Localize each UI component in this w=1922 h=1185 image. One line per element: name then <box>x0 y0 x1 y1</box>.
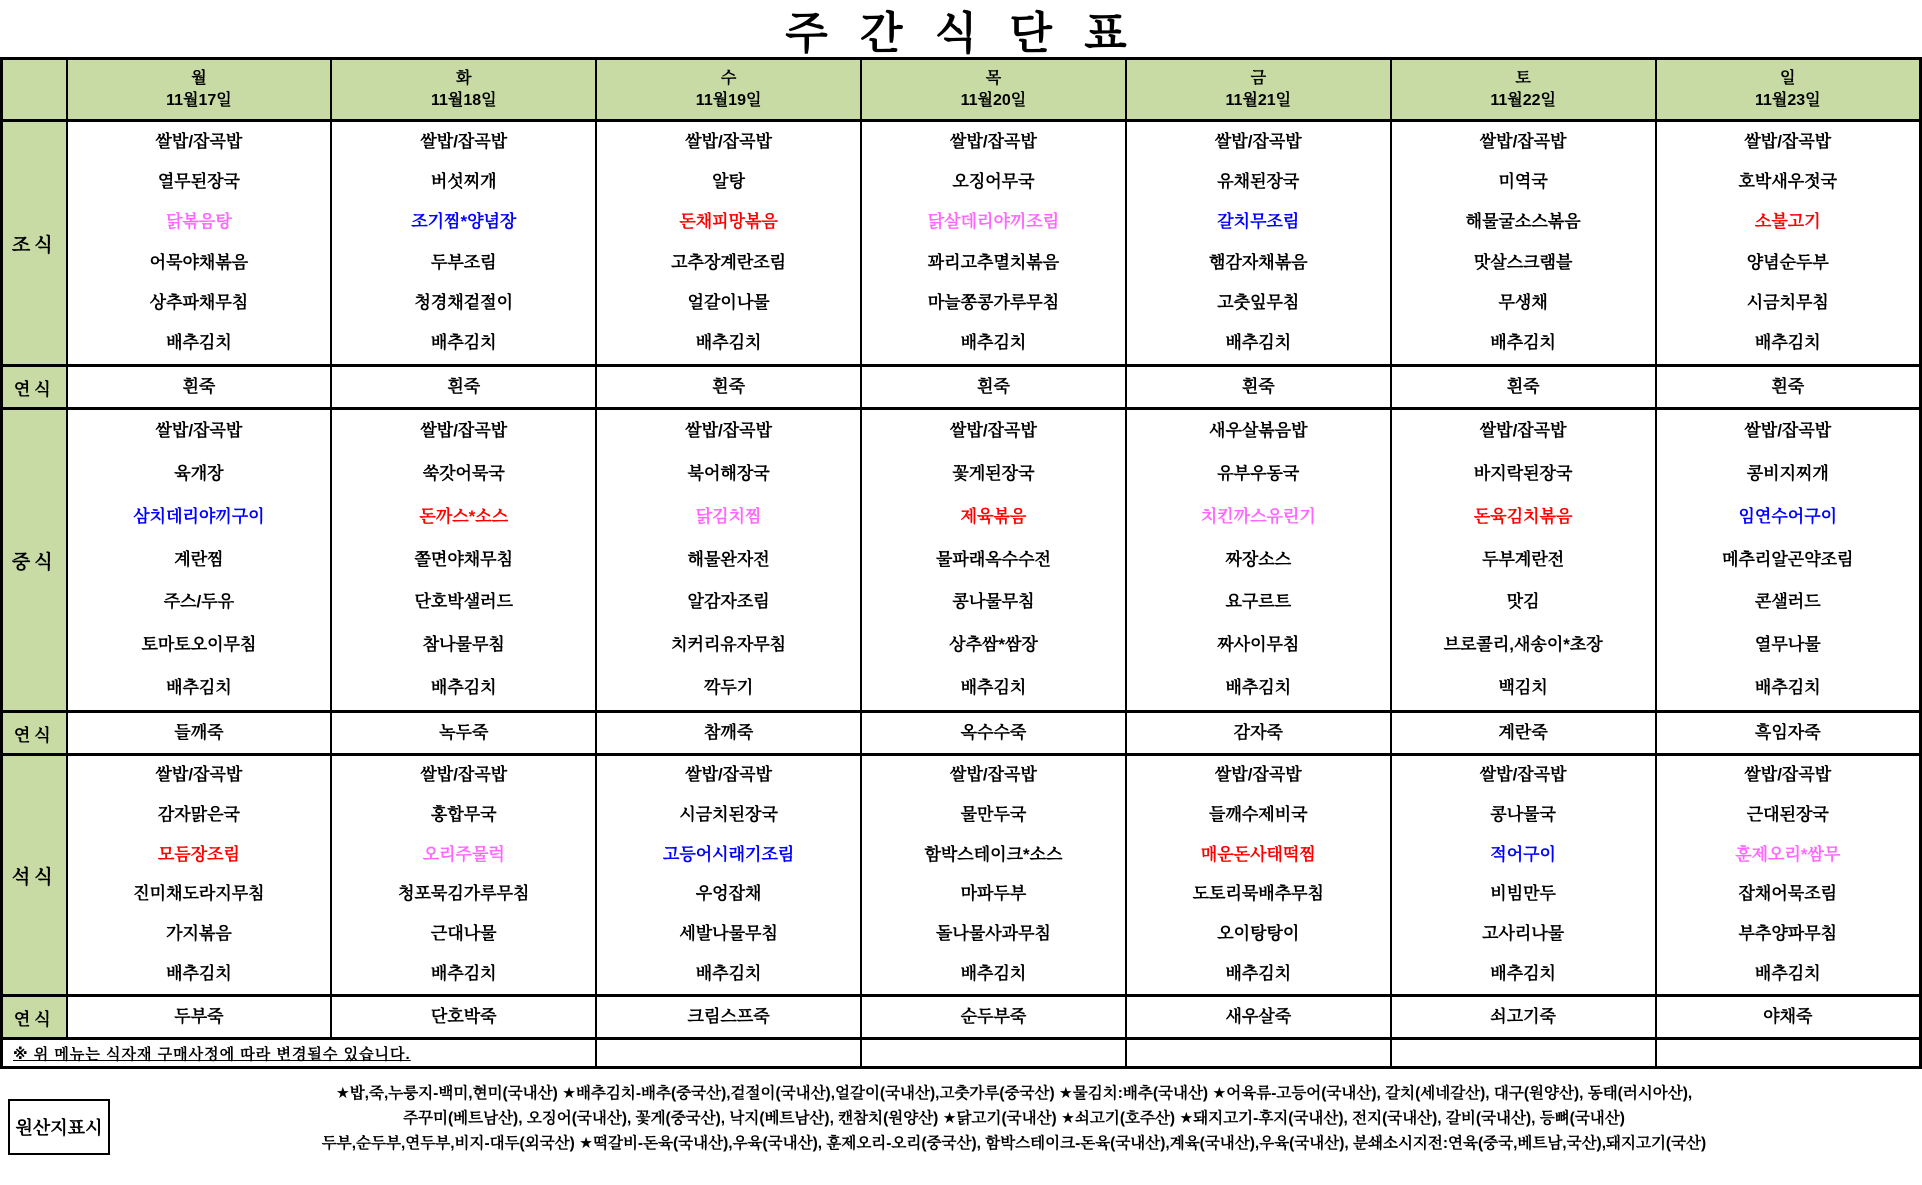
menu-item: 유채된장국 <box>1217 172 1300 192</box>
menu-item: 근대된장국 <box>1746 805 1829 825</box>
porridge-item: 흰죽 <box>1241 376 1275 396</box>
porridge-item: 쇠고기죽 <box>1490 1006 1556 1026</box>
day-name: 목 <box>985 70 1002 88</box>
menu-item: 콘샐러드 <box>1754 592 1821 612</box>
menu-item: 햄감자채볶음 <box>1209 252 1308 272</box>
menu-item: 쌀밥/잡곡밥 <box>950 765 1037 785</box>
menu-item: 물만두국 <box>960 805 1027 825</box>
porridge-item: 흰죽 <box>447 376 481 396</box>
porridge-item: 새우살죽 <box>1225 1006 1292 1026</box>
porridge-item: 흰죽 <box>977 376 1010 396</box>
menu-item: 배추김치 <box>695 963 762 983</box>
day-header-7 <box>1656 59 1921 121</box>
menu-item: 들깨수제비국 <box>1209 805 1308 825</box>
lunch-stack <box>1657 410 1919 710</box>
menu-item: 요구르트 <box>1225 592 1292 612</box>
empty-cell <box>861 1039 1126 1068</box>
menu-item: 쌀밥/잡곡밥 <box>685 421 773 441</box>
menu-item: 닭볶음탕 <box>166 212 232 232</box>
menu-item: 맛살스크램블 <box>1473 252 1573 272</box>
breakfast-stack <box>1657 122 1919 364</box>
day-date: 11월18일 <box>430 92 497 110</box>
soft-dinner-cell-day-4 <box>861 996 1126 1039</box>
menu-item: 쌀밥/잡곡밥 <box>1214 131 1302 151</box>
day-name: 월 <box>191 70 207 88</box>
porridge-item: 참깨죽 <box>703 722 754 742</box>
dinner-stack <box>1392 756 1655 994</box>
note-row <box>2 1039 1921 1068</box>
porridge-item: 두부죽 <box>174 1006 224 1026</box>
menu-item: 우엉잡채 <box>695 884 762 904</box>
soft-dinner-cell-day-7 <box>1656 996 1921 1039</box>
menu-item: 부추양파무침 <box>1738 924 1838 944</box>
soft-dinner-cell-day-2 <box>331 996 596 1039</box>
menu-item: 육개장 <box>174 463 224 483</box>
menu-item: 두부계란전 <box>1482 549 1565 569</box>
dinner-cell-day-6 <box>1391 755 1656 996</box>
menu-item: 쌀밥/잡곡밥 <box>155 421 243 441</box>
menu-item: 물파래옥수수전 <box>935 549 1051 569</box>
breakfast-stack <box>68 122 331 364</box>
menu-item: 무생채 <box>1498 293 1548 313</box>
origin-label-box <box>8 1099 110 1155</box>
menu-item: 쌀밥/잡곡밥 <box>685 765 773 785</box>
menu-item: 돌나물사과무침 <box>935 924 1051 944</box>
dinner-stack <box>597 756 860 994</box>
menu-item: 오징어무국 <box>952 172 1035 192</box>
menu-item: 계란찜 <box>174 549 224 569</box>
lunch-cell-day-6 <box>1391 409 1656 712</box>
day-header-2 <box>331 59 596 121</box>
menu-item: 시금치된장국 <box>679 805 778 825</box>
lunch-cell-day-4 <box>861 409 1126 712</box>
menu-item: 쌀밥/잡곡밥 <box>950 131 1037 151</box>
menu-item: 쌀밥/잡곡밥 <box>685 131 773 151</box>
menu-item: 백김치 <box>1498 678 1548 698</box>
menu-item: 닭김치찜 <box>695 506 762 526</box>
porridge-item: 들깨죽 <box>174 722 224 742</box>
day-date: 11월17일 <box>166 92 232 110</box>
menu-item: 깍두기 <box>703 678 754 698</box>
title-bar <box>0 0 1922 57</box>
menu-item: 비빔만두 <box>1490 884 1556 904</box>
menu-item: 근대나물 <box>430 924 497 944</box>
dinner-cell-day-2 <box>331 755 596 996</box>
soft-breakfast-cell-day-2 <box>331 366 596 409</box>
row-label-breakfast: 조식 <box>2 121 67 366</box>
menu-item: 참나물무침 <box>422 635 505 655</box>
menu-item: 마파두부 <box>960 884 1027 904</box>
menu-item: 버섯찌개 <box>430 172 497 192</box>
origin-line-3: 두부,순두부,연두부,비지-대두(외국산) ★떡갈비-돈육(국내산),우육(국내산), 훈제오리-오리(중국산), 함박스테이크-돈육(국내산),계육(국내산),우육(국내산), 분쇄소시지전:연육(중국,베트남,국산),돼지고기(국산) <box>321 1135 1707 1152</box>
soft-breakfast-cell-day-3 <box>596 366 861 409</box>
soft-lunch-row <box>2 712 1921 755</box>
menu-item: 함박스테이크*소스 <box>924 844 1063 864</box>
menu-item: 배추김치 <box>1225 678 1292 698</box>
menu-item: 브로콜리,새송이*초장 <box>1443 635 1603 655</box>
menu-item: 쫄면야채무침 <box>414 549 514 569</box>
dinner-row <box>2 755 1921 996</box>
menu-item: 홍합무국 <box>430 805 497 825</box>
breakfast-cell-day-1 <box>67 121 332 366</box>
porridge-item: 순두부죽 <box>960 1006 1027 1026</box>
lunch-cell-day-1 <box>67 409 332 712</box>
breakfast-cell-day-6 <box>1391 121 1656 366</box>
menu-item: 배추김치 <box>1225 333 1292 353</box>
menu-item: 꽃게된장국 <box>952 463 1035 483</box>
row-label-soft-lunch: 연식 <box>2 712 67 755</box>
day-date: 11월19일 <box>695 92 762 110</box>
origin-line-1: ★밥,죽,누룽지-백미,현미(국내산) ★배추김치-배추(중국산),겉절이(국내산),얼갈이(국내산),고춧가루(중국산) ★물김치:배추(국내산) ★어육류-고등어(국내산), 갈치(세네갈산), 대구(원양산), 동태(러시아산), <box>335 1085 1693 1102</box>
menu-item: 청포묵김가루무침 <box>398 884 530 904</box>
menu-item: 해물굴소스볶음 <box>1465 212 1581 232</box>
dinner-cell-day-4 <box>861 755 1126 996</box>
porridge-item: 흰죽 <box>1506 376 1540 396</box>
porridge-item: 흰죽 <box>182 376 216 396</box>
day-date: 11월22일 <box>1490 92 1556 110</box>
day-name: 수 <box>720 70 737 88</box>
day-header-5 <box>1126 59 1391 121</box>
menu-item: 쌀밥/잡곡밥 <box>1744 765 1832 785</box>
menu-item: 새우살볶음밥 <box>1209 421 1308 441</box>
menu-item: 쌀밥/잡곡밥 <box>420 765 508 785</box>
breakfast-stack <box>862 122 1125 364</box>
menu-item: 배추김치 <box>1754 333 1821 353</box>
row-label-soft-breakfast: 연식 <box>2 366 67 409</box>
menu-item: 쌀밥/잡곡밥 <box>420 131 508 151</box>
menu-item: 맛김 <box>1506 592 1540 612</box>
lunch-stack <box>862 410 1125 710</box>
menu-item: 임연수어구이 <box>1738 506 1838 526</box>
menu-item: 배추김치 <box>430 678 497 698</box>
dinner-stack <box>1657 756 1919 994</box>
dinner-stack <box>862 756 1125 994</box>
menu-item: 미역국 <box>1498 172 1548 192</box>
soft-breakfast-cell-day-7 <box>1656 366 1921 409</box>
day-header-1 <box>67 59 332 121</box>
menu-item: 배추김치 <box>1754 963 1821 983</box>
menu-item: 콩나물국 <box>1490 805 1556 825</box>
breakfast-stack <box>597 122 860 364</box>
empty-cell <box>1126 1039 1391 1068</box>
soft-lunch-cell-day-6 <box>1391 712 1656 755</box>
menu-item: 단호박샐러드 <box>414 592 514 612</box>
breakfast-cell-day-4 <box>861 121 1126 366</box>
lunch-cell-day-2 <box>331 409 596 712</box>
origin-label: 원산지표시 <box>15 1118 103 1138</box>
row-label-dinner: 석식 <box>2 755 67 996</box>
menu-item: 잡채어묵조림 <box>1738 884 1838 904</box>
menu-item: 쌀밥/잡곡밥 <box>1744 131 1832 151</box>
menu-item: 배추김치 <box>1490 963 1556 983</box>
menu-item: 적어구이 <box>1490 844 1556 864</box>
menu-item: 쌀밥/잡곡밥 <box>1479 131 1567 151</box>
menu-change-note: ※ 위 메뉴는 식자재 구매사정에 따라 변경될수 있습니다. <box>13 1045 411 1063</box>
menu-item: 북어해장국 <box>687 463 770 483</box>
origin-info-section <box>0 1069 1922 1181</box>
lunch-stack <box>1392 410 1655 710</box>
day-header-4 <box>861 59 1126 121</box>
note-cell <box>2 1039 597 1068</box>
menu-item: 고등어시래기조림 <box>662 844 795 864</box>
empty-cell <box>1391 1039 1656 1068</box>
origin-line-2: 주꾸미(베트남산), 오징어(국내산), 꽃게(중국산), 낙지(베트남산), 캔참치(원양산) ★닭고기(국내산) ★쇠고기(호주산) ★돼지고기-후지(국내산), 전지(국내산), 갈비(국내산), 등뼈(국내산) <box>403 1110 1625 1127</box>
dinner-cell-day-7 <box>1656 755 1921 996</box>
soft-lunch-cell-day-2 <box>331 712 596 755</box>
menu-item: 알감자조림 <box>687 592 770 612</box>
menu-item: 콩나물무침 <box>952 592 1035 612</box>
day-name: 일 <box>1780 70 1796 88</box>
menu-item: 꽈리고추멸치볶음 <box>927 252 1060 272</box>
breakfast-row <box>2 121 1921 366</box>
menu-item: 돈까스*소스 <box>419 506 509 526</box>
menu-item: 열무된장국 <box>157 172 240 192</box>
menu-item: 배추김치 <box>960 333 1027 353</box>
soft-breakfast-cell-day-4 <box>861 366 1126 409</box>
menu-item: 청경채겉절이 <box>414 293 514 313</box>
origin-lines <box>0 1081 1922 1156</box>
menu-item: 치킨까스유린기 <box>1200 506 1316 526</box>
empty-cell <box>596 1039 861 1068</box>
menu-item: 쌀밥/잡곡밥 <box>420 421 508 441</box>
menu-item: 제육볶음 <box>960 506 1027 526</box>
menu-item: 배추김치 <box>1754 678 1821 698</box>
porridge-item: 크림스프죽 <box>687 1006 770 1026</box>
soft-dinner-cell-day-5 <box>1126 996 1391 1039</box>
lunch-stack <box>1127 410 1390 710</box>
menu-item: 쌀밥/잡곡밥 <box>1479 421 1567 441</box>
menu-item: 토마토오이무침 <box>141 635 257 655</box>
menu-item: 고사리나물 <box>1482 924 1565 944</box>
porridge-item: 단호박죽 <box>430 1006 497 1026</box>
lunch-row <box>2 409 1921 712</box>
menu-item: 배추김치 <box>166 963 232 983</box>
soft-lunch-cell-day-4 <box>861 712 1126 755</box>
menu-item: 배추김치 <box>166 678 232 698</box>
menu-item: 진미채도라지무침 <box>133 884 265 904</box>
menu-item: 배추김치 <box>695 333 762 353</box>
lunch-cell-day-5 <box>1126 409 1391 712</box>
dinner-stack <box>332 756 595 994</box>
menu-item: 두부조림 <box>430 252 497 272</box>
menu-item: 얼갈이나물 <box>687 293 770 313</box>
menu-item: 쌀밥/잡곡밥 <box>1479 765 1567 785</box>
menu-item: 도토리묵배추무침 <box>1192 884 1324 904</box>
menu-item: 가지볶음 <box>166 924 232 944</box>
lunch-stack <box>68 410 331 710</box>
breakfast-stack <box>1127 122 1390 364</box>
menu-item: 조기찜*양념장 <box>411 212 517 232</box>
menu-item: 쌀밥/잡곡밥 <box>155 131 243 151</box>
day-date: 11월20일 <box>960 92 1027 110</box>
menu-item: 치커리유자무침 <box>671 635 787 655</box>
porridge-item: 흰죽 <box>1771 376 1805 396</box>
menu-item: 배추김치 <box>430 963 497 983</box>
empty-cell <box>1656 1039 1921 1068</box>
menu-item: 오이탕탕이 <box>1217 924 1300 944</box>
porridge-item: 녹두죽 <box>439 722 489 742</box>
soft-dinner-cell-day-3 <box>596 996 861 1039</box>
day-header-row <box>2 59 1921 121</box>
menu-table <box>0 57 1922 1069</box>
dinner-stack <box>1127 756 1390 994</box>
menu-item: 상추쌈*쌈장 <box>949 635 1038 655</box>
menu-item: 짜장소스 <box>1225 549 1292 569</box>
soft-dinner-cell-day-6 <box>1391 996 1656 1039</box>
soft-breakfast-row <box>2 366 1921 409</box>
dinner-cell-day-5 <box>1126 755 1391 996</box>
menu-item: 매운돈사태떡찜 <box>1200 844 1316 864</box>
breakfast-cell-day-7 <box>1656 121 1921 366</box>
lunch-stack <box>332 410 595 710</box>
menu-item: 모듬장조림 <box>157 844 240 864</box>
menu-item: 돈채피망볶음 <box>679 212 778 232</box>
dinner-cell-day-3 <box>596 755 861 996</box>
menu-item: 배추김치 <box>960 678 1027 698</box>
menu-item: 시금치무침 <box>1746 293 1829 313</box>
menu-item: 마늘쫑콩가루무침 <box>927 293 1060 313</box>
day-name: 토 <box>1515 70 1531 88</box>
porridge-item: 흰죽 <box>712 376 746 396</box>
day-name: 금 <box>1250 70 1267 88</box>
breakfast-cell-day-3 <box>596 121 861 366</box>
menu-item: 해물완자전 <box>687 549 770 569</box>
menu-item: 쑥갓어묵국 <box>422 463 505 483</box>
menu-item: 삼치데리야끼구이 <box>133 506 265 526</box>
menu-item: 알탕 <box>712 172 746 192</box>
day-header-6 <box>1391 59 1656 121</box>
breakfast-cell-day-5 <box>1126 121 1391 366</box>
day-date: 11월21일 <box>1225 92 1292 110</box>
menu-item: 쌀밥/잡곡밥 <box>1214 765 1302 785</box>
page-title: 주 간 식 단 표 <box>785 8 1137 58</box>
day-name: 화 <box>456 70 472 88</box>
breakfast-stack <box>332 122 595 364</box>
menu-item: 고춧잎무침 <box>1217 293 1300 313</box>
menu-item: 양념순두부 <box>1746 252 1829 272</box>
menu-item: 배추김치 <box>960 963 1027 983</box>
day-header-3 <box>596 59 861 121</box>
menu-item: 훈제오리*쌈무 <box>1735 844 1841 864</box>
dinner-cell-day-1 <box>67 755 332 996</box>
porridge-item: 흑임자죽 <box>1754 722 1821 742</box>
menu-item: 소불고기 <box>1754 212 1821 232</box>
menu-item: 오리주물럭 <box>422 844 505 864</box>
corner-cell <box>2 59 67 121</box>
row-label-lunch: 중식 <box>2 409 67 712</box>
soft-lunch-cell-day-7 <box>1656 712 1921 755</box>
lunch-cell-day-3 <box>596 409 861 712</box>
menu-item: 배추김치 <box>166 333 232 353</box>
menu-item: 메추리알곤약조림 <box>1722 549 1854 569</box>
breakfast-stack <box>1392 122 1655 364</box>
menu-item: 배추김치 <box>1225 963 1292 983</box>
menu-item: 세발나물무침 <box>679 924 778 944</box>
menu-item: 돈육김치볶음 <box>1473 506 1573 526</box>
menu-item: 쌀밥/잡곡밥 <box>155 765 243 785</box>
menu-item: 바지락된장국 <box>1473 463 1573 483</box>
soft-breakfast-cell-day-6 <box>1391 366 1656 409</box>
menu-item: 배추김치 <box>430 333 497 353</box>
menu-item: 감자맑은국 <box>157 805 240 825</box>
soft-breakfast-cell-day-5 <box>1126 366 1391 409</box>
menu-item: 닭살데리야끼조림 <box>927 212 1060 232</box>
soft-lunch-cell-day-3 <box>596 712 861 755</box>
dinner-stack <box>68 756 331 994</box>
menu-item: 상추파채무침 <box>149 293 249 313</box>
porridge-item: 감자죽 <box>1233 722 1283 742</box>
menu-item: 주스/두유 <box>163 592 235 612</box>
soft-dinner-row <box>2 996 1921 1039</box>
row-label-soft-dinner: 연식 <box>2 996 67 1039</box>
menu-item: 쌀밥/잡곡밥 <box>950 421 1037 441</box>
day-date: 11월23일 <box>1754 92 1821 110</box>
soft-lunch-cell-day-1 <box>67 712 332 755</box>
menu-item: 짜사이무침 <box>1217 635 1300 655</box>
porridge-item: 계란죽 <box>1498 722 1548 742</box>
lunch-stack <box>597 410 860 710</box>
porridge-item: 옥수수죽 <box>960 722 1027 742</box>
soft-lunch-cell-day-5 <box>1126 712 1391 755</box>
lunch-cell-day-7 <box>1656 409 1921 712</box>
soft-breakfast-cell-day-1 <box>67 366 332 409</box>
menu-item: 갈치무조림 <box>1217 212 1300 232</box>
menu-item: 고추장계란조림 <box>671 252 787 272</box>
menu-item: 열무나물 <box>1754 635 1821 655</box>
menu-item: 배추김치 <box>1490 333 1556 353</box>
porridge-item: 야채죽 <box>1763 1006 1813 1026</box>
menu-item: 유부우동국 <box>1217 463 1300 483</box>
menu-item: 콩비지찌개 <box>1746 463 1829 483</box>
menu-item: 호박새우젓국 <box>1738 172 1838 192</box>
menu-item: 어묵야채볶음 <box>149 252 249 272</box>
breakfast-cell-day-2 <box>331 121 596 366</box>
soft-dinner-cell-day-1 <box>67 996 332 1039</box>
menu-item: 쌀밥/잡곡밥 <box>1744 421 1832 441</box>
